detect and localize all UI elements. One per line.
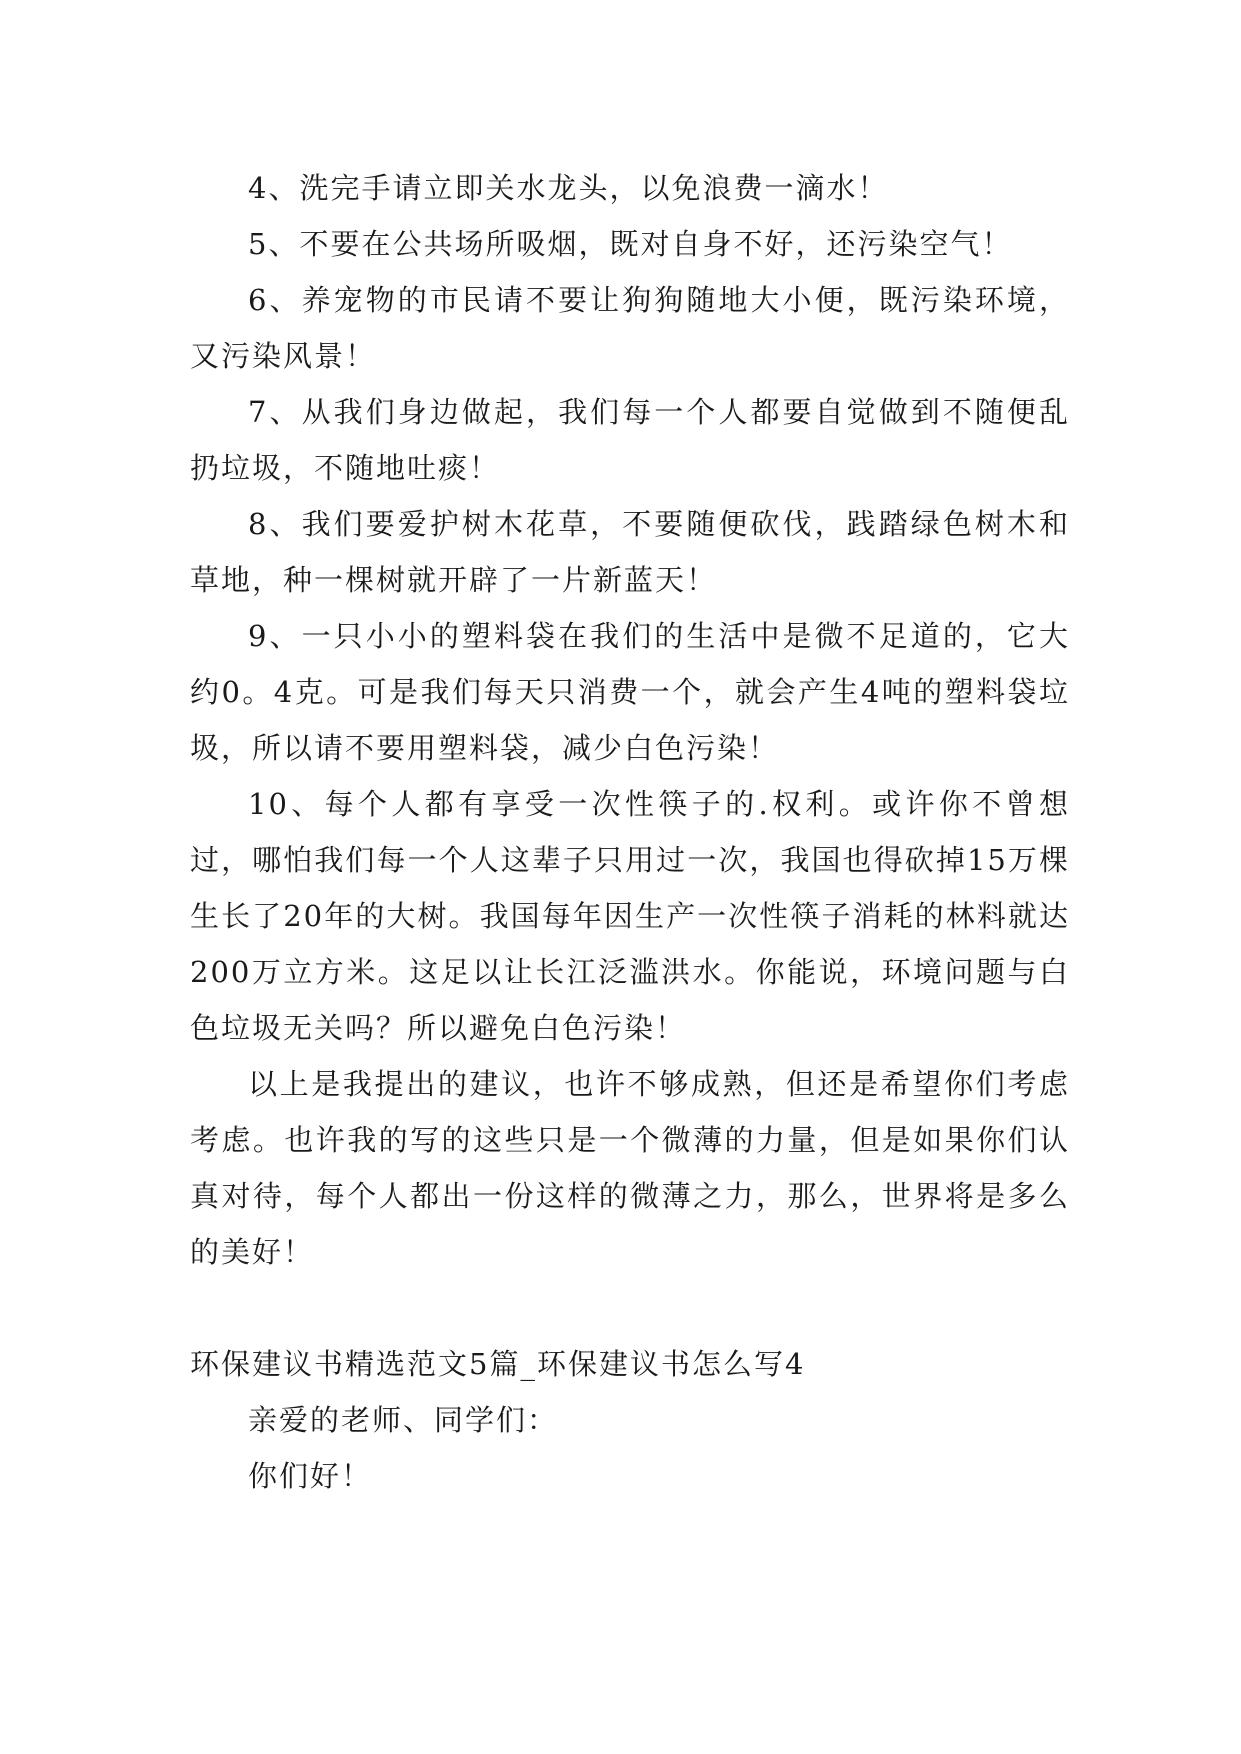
greeting: 你们好！ — [248, 1459, 373, 1493]
document-body — [190, 160, 1070, 1504]
paragraph-item-6: 6、养宠物的市民请不要让狗狗随地大小便，既污染环境，又污染风景！ — [190, 283, 1070, 373]
closing-paragraph: 以上是我提出的建议，也许不够成熟，但还是希望你们考虑考虑。也许我的写的这些只是一个微薄的力量，但是如果你们认真对待，每个人都出一份这样的微薄之力，那么，世界将是多么的美好！ — [190, 1067, 1070, 1269]
paragraph-item-10: 10、每个人都有享受一次性筷子的.权利。或许你不曾想过，哪怕我们每一个人这辈子只用过一次，我国也得砍掉15万棵生长了20年的大树。我国每年因生产一次性筷子消耗的林料就达200万立方米。这足以让长江泛滥洪水。你能说，环境问题与白色垃圾无关吗？所以避免白色污染！ — [190, 787, 1070, 1045]
section-heading: 环保建议书精选范文5篇_环保建议书怎么写4 — [190, 1347, 806, 1381]
paragraph-item-4: 4、洗完手请立即关水龙头，以免浪费一滴水！ — [248, 171, 889, 205]
paragraph-item-5: 5、不要在公共场所吸烟，既对自身不好，还污染空气！ — [248, 227, 1013, 261]
paragraph-item-9: 9、一只小小的塑料袋在我们的生活中是微不足道的，它大约0。4克。可是我们每天只消费一个，就会产生4吨的塑料袋垃圾，所以请不要用塑料袋，减少白色污染！ — [190, 619, 1070, 765]
salutation: 亲爱的老师、同学们： — [248, 1403, 559, 1437]
paragraph-item-8: 8、我们要爱护树木花草，不要随便砍伐，践踏绿色树木和草地，种一棵树就开辟了一片新蓝天！ — [190, 507, 1070, 597]
paragraph-item-7: 7、从我们身边做起，我们每一个人都要自觉做到不随便乱扔垃圾，不随地吐痰！ — [190, 395, 1070, 485]
